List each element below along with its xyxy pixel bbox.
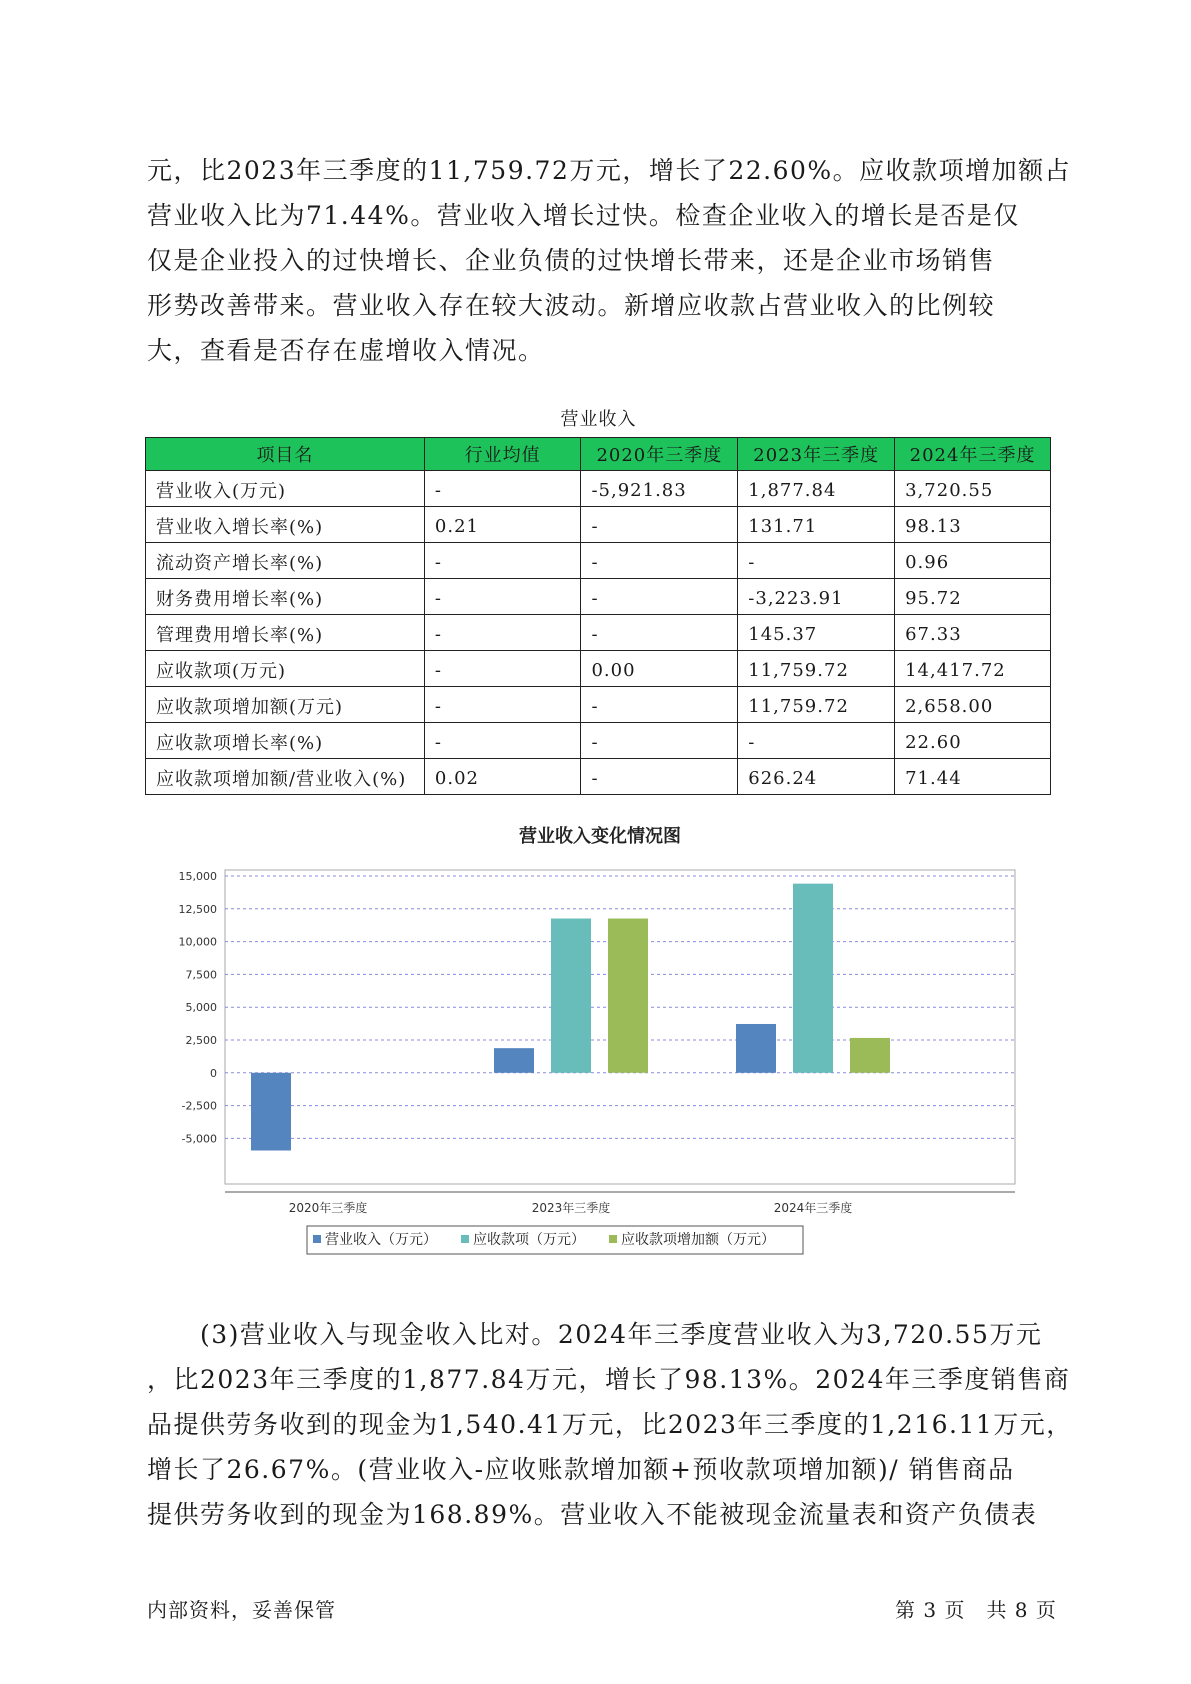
footer-page-number: 第 3 页 共 8 页 xyxy=(895,1598,1057,1622)
bar xyxy=(793,884,833,1073)
y-tick-label: 0 xyxy=(210,1066,217,1080)
paragraph-line: 大，查看是否存在虚增收入情况。 xyxy=(147,336,545,365)
header-item-name: 项目名 xyxy=(146,438,425,471)
y-tick-label: 2,500 xyxy=(185,1034,217,1047)
table-cell: -5,921.83 xyxy=(581,471,738,507)
y-tick-label: 10,000 xyxy=(178,935,217,949)
table-cell: 营业收入增长率(%) xyxy=(146,507,425,543)
table-cell: - xyxy=(581,507,738,543)
table-cell: 0.96 xyxy=(895,543,1051,579)
table-cell: 应收款项(万元) xyxy=(146,651,425,687)
table-row xyxy=(146,507,1051,543)
table-cell: 营业收入(万元) xyxy=(146,471,425,507)
table-cell: 3,720.55 xyxy=(895,471,1051,507)
y-tick-label: 15,000 xyxy=(178,870,217,883)
paragraph-line: 形势改善带来。营业收入存在较大波动。新增应收款占营业收入的比例较 xyxy=(147,291,996,320)
table-cell: 22.60 xyxy=(895,723,1051,759)
y-tick-label: -5,000 xyxy=(181,1132,217,1146)
table-cell: 11,759.72 xyxy=(738,651,895,687)
header-2023-q3: 2023年三季度 xyxy=(738,438,895,471)
legend-label: 营业收入（万元） xyxy=(325,1232,437,1248)
paragraph-line: 营业收入比为71.44%。营业收入增长过快。检查企业收入的增长是否是仅 xyxy=(147,201,1020,230)
table-cell: -3,223.91 xyxy=(738,579,895,615)
table-cell: 管理费用增长率(%) xyxy=(146,615,425,651)
paragraph-line: 元，比2023年三季度的11,759.72万元，增长了22.60%。应收款项增加额占 xyxy=(147,156,1072,185)
table-cell: - xyxy=(424,723,581,759)
table-cell: 95.72 xyxy=(895,579,1051,615)
paragraph-line: (3)营业收入与现金收入比对。2024年三季度营业收入为3,720.55万元 xyxy=(147,1320,1043,1349)
table-cell: - xyxy=(581,615,738,651)
legend-swatch xyxy=(461,1235,469,1243)
bar xyxy=(494,1048,534,1073)
bar xyxy=(608,919,648,1073)
table-cell: - xyxy=(581,579,738,615)
table-cell: - xyxy=(424,543,581,579)
table-cell: 应收款项增加额(万元) xyxy=(146,687,425,723)
table-cell: 0.00 xyxy=(581,651,738,687)
footer-confidential-note: 内部资料，妥善保管 xyxy=(147,1598,336,1622)
header-industry-avg: 行业均值 xyxy=(424,438,581,471)
legend-label: 应收款项（万元） xyxy=(473,1232,585,1248)
table-cell: 应收款项增加额/营业收入(%) xyxy=(146,759,425,795)
table-body xyxy=(146,471,1051,795)
table-cell: 131.71 xyxy=(738,507,895,543)
table-cell: 财务费用增长率(%) xyxy=(146,579,425,615)
x-axis-labels xyxy=(289,1200,853,1215)
y-tick-label: 12,500 xyxy=(178,902,217,916)
table-cell: - xyxy=(738,543,895,579)
table-cell: 流动资产增长率(%) xyxy=(146,543,425,579)
table-cell: 应收款项增长率(%) xyxy=(146,723,425,759)
table-cell: 2,658.00 xyxy=(895,687,1051,723)
table-cell: 0.21 xyxy=(424,507,581,543)
table-cell: 0.02 xyxy=(424,759,581,795)
income-table xyxy=(145,437,1051,795)
table-cell: - xyxy=(581,543,738,579)
bar xyxy=(850,1038,890,1073)
table-cell: - xyxy=(424,471,581,507)
table-cell: - xyxy=(581,723,738,759)
x-tick-label: 2020年三季度 xyxy=(288,1201,368,1215)
table-cell: - xyxy=(424,651,581,687)
table-header-row xyxy=(146,438,1051,471)
paragraph-line: 增长了26.67%。(营业收入-应收账款增加额+预收款项增加额)/ 销售商品 xyxy=(147,1455,1015,1484)
table-cell: - xyxy=(581,687,738,723)
x-tick-label: 2023年三季度 xyxy=(531,1201,611,1215)
table-row xyxy=(146,579,1051,615)
x-tick-label: 2024年三季度 xyxy=(773,1201,853,1215)
table-row xyxy=(146,615,1051,651)
table-cell: - xyxy=(424,615,581,651)
bar xyxy=(251,1073,291,1151)
table-cell: 67.33 xyxy=(895,615,1051,651)
paragraph-1 xyxy=(147,148,1072,373)
chart-title: 营业收入变化情况图 xyxy=(519,826,681,847)
header-2024-q3: 2024年三季度 xyxy=(895,438,1051,471)
paragraph-line: 仅是企业投入的过快增长、企业负债的过快增长带来，还是企业市场销售 xyxy=(147,246,996,275)
table-cell: 11,759.72 xyxy=(738,687,895,723)
legend-label: 应收款项增加额（万元） xyxy=(621,1232,775,1248)
table-cell: - xyxy=(581,759,738,795)
table-cell: - xyxy=(424,687,581,723)
table-cell: 145.37 xyxy=(738,615,895,651)
paragraph-2 xyxy=(147,1312,1073,1537)
table-row xyxy=(146,471,1051,507)
revenue-bar-chart xyxy=(170,820,1030,1270)
table-caption: 营业收入 xyxy=(560,409,637,430)
y-tick-label: 5,000 xyxy=(185,1001,217,1015)
table-cell: - xyxy=(738,723,895,759)
table-row xyxy=(146,651,1051,687)
y-tick-label: 7,500 xyxy=(185,968,217,982)
table-cell: 98.13 xyxy=(895,507,1051,543)
bar xyxy=(551,919,591,1073)
table-row xyxy=(146,759,1051,795)
table-cell: 71.44 xyxy=(895,759,1051,795)
legend-swatch xyxy=(313,1235,321,1243)
header-2020-q3: 2020年三季度 xyxy=(581,438,738,471)
table-cell: - xyxy=(424,579,581,615)
bar xyxy=(736,1024,776,1073)
paragraph-line: ，比2023年三季度的1,877.84万元，增长了98.13%。2024年三季度销售商 xyxy=(147,1365,1071,1394)
table-row xyxy=(146,687,1051,723)
y-tick-label: -2,500 xyxy=(181,1099,217,1113)
table-cell: 14,417.72 xyxy=(895,651,1051,687)
y-axis-ticks xyxy=(179,870,218,1145)
table-row xyxy=(146,723,1051,759)
table-cell: 626.24 xyxy=(738,759,895,795)
chart-legend xyxy=(307,1226,803,1254)
table-cell: 1,877.84 xyxy=(738,471,895,507)
paragraph-line: 品提供劳务收到的现金为1,540.41万元，比2023年三季度的1,216.11万元， xyxy=(147,1410,1073,1439)
table-row xyxy=(146,543,1051,579)
legend-swatch xyxy=(609,1235,617,1243)
paragraph-line: 提供劳务收到的现金为168.89%。营业收入不能被现金流量表和资产负债表 xyxy=(147,1500,1038,1529)
